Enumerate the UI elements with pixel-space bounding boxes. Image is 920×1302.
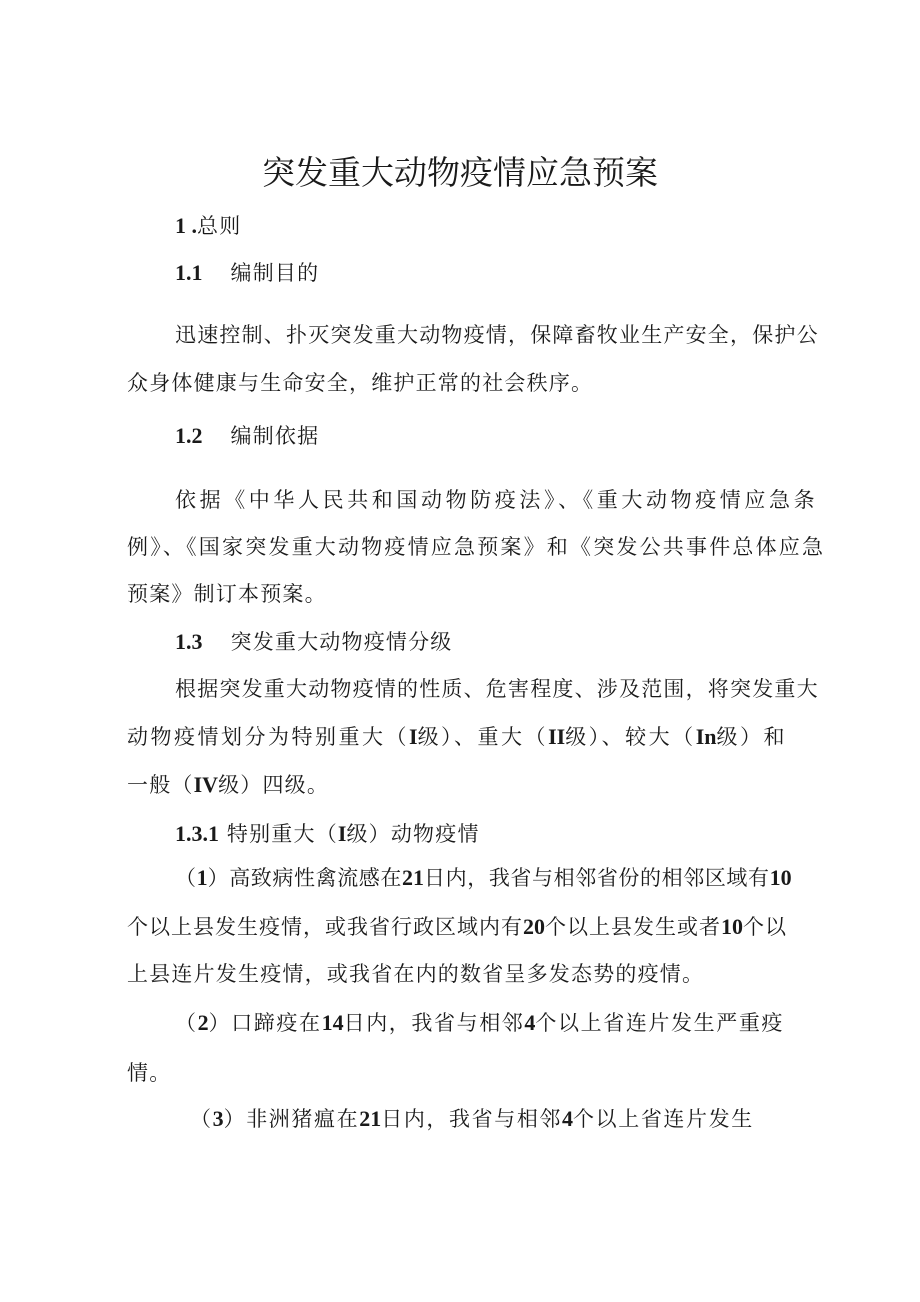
section-number: 1.1: [175, 260, 203, 285]
section-number: 1.3: [175, 629, 203, 654]
paragraph-line: 预案》制订本预案。: [127, 582, 327, 606]
section-title: 突发重大动物疫情分级: [230, 630, 453, 654]
paragraph-line: 例》、《国家突发重大动物疫情应急预案》和《突发公共事件总体应急: [127, 535, 826, 559]
paragraph-line: （1）高致病性禽流感在21日内，我省与相邻省份的相邻区域有10: [175, 865, 792, 890]
paragraph-line: 迅速控制、扑灭突发重大动物疫情，保障畜牧业生产安全，保护公: [175, 323, 819, 347]
paragraph-line: 动物疫情划分为特别重大（I级）、重大（II级）、较大（In级）和: [127, 724, 787, 749]
section-1-heading: [175, 210, 241, 240]
paragraph-line: 个以上县发生疫情，或我省行政区域内有20个以上县发生或者10个以: [127, 914, 787, 939]
section-1-2-heading: [175, 420, 319, 450]
section-number: 1 .: [175, 213, 197, 238]
section-1-3-heading: [175, 626, 453, 656]
section-title: 编制依据: [230, 424, 320, 448]
paragraph-line: 上县连片发生疫情，或我省在内的数省呈多发态势的疫情。: [127, 962, 705, 986]
section-title: 总则: [197, 214, 242, 238]
paragraph-line: （3）非洲猪瘟在21日内，我省与相邻4个以上省连片发生: [190, 1106, 754, 1131]
paragraph-line: 根据突发重大动物疫情的性质、危害程度、涉及范围，将突发重大: [175, 677, 819, 701]
section-number: 1.2: [175, 423, 203, 448]
document-title: 突发重大动物疫情应急预案: [262, 153, 658, 192]
section-1-1-heading: [175, 257, 319, 287]
paragraph-line: 众身体健康与生命安全，维护正常的社会秩序。: [127, 371, 594, 395]
paragraph-line: 情。: [127, 1061, 172, 1085]
section-title: 编制目的: [230, 261, 320, 285]
section-number: 1.3.1: [175, 821, 219, 846]
paragraph-line: 依据《中华人民共和国动物防疫法》、《重大动物疫情应急条: [175, 488, 819, 512]
paragraph-line: 一般（IV级）四级。: [127, 772, 330, 797]
section-1-3-1-heading: 1.3.1 特别重大（I级）动物疫情: [175, 821, 480, 846]
paragraph-line: （2）口蹄疫在14日内，我省与相邻4个以上省连片发生严重疫: [175, 1010, 785, 1035]
